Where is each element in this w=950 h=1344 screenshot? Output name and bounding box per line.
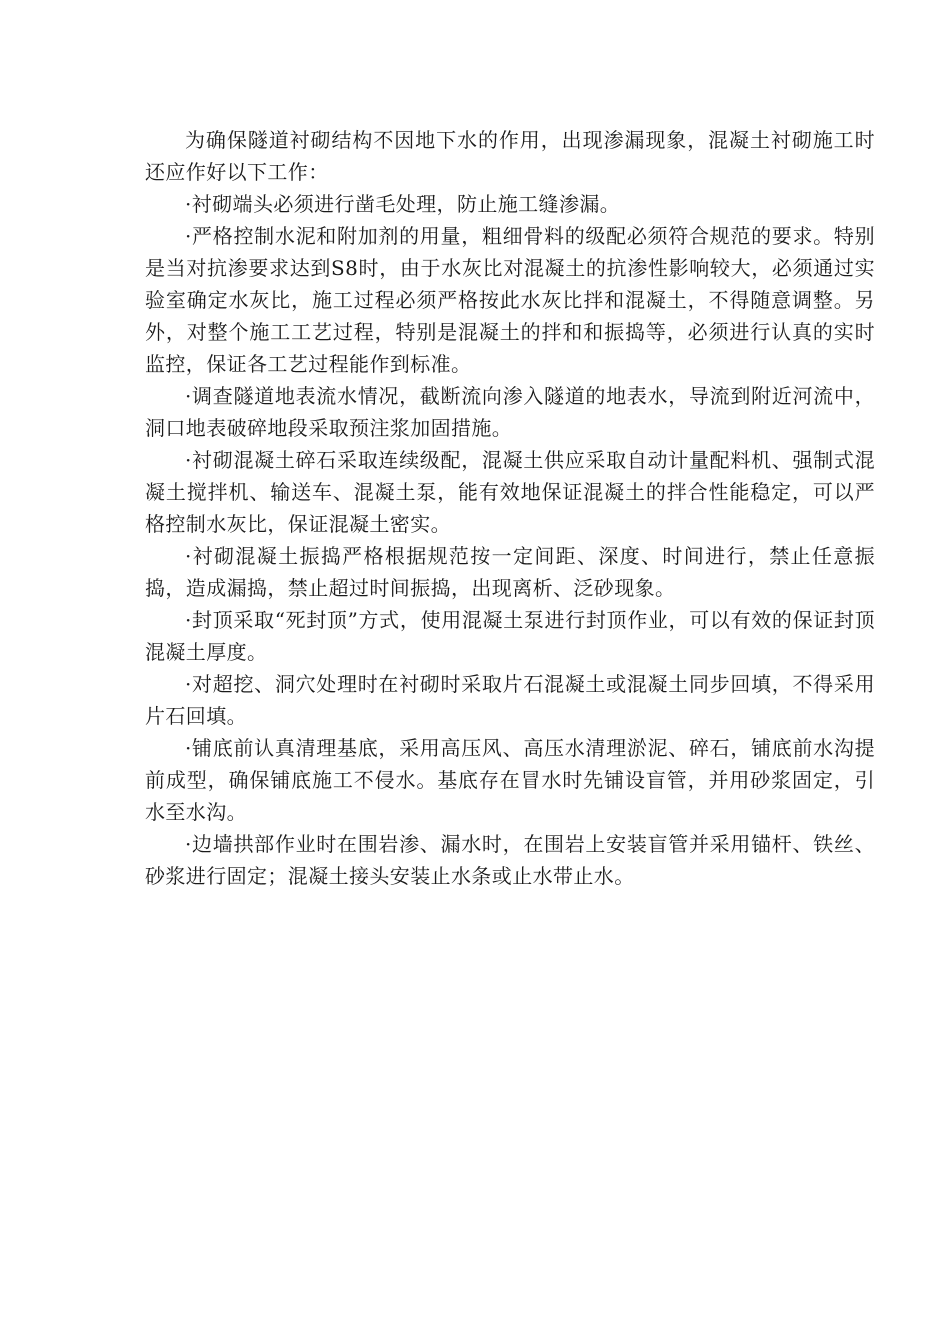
list-item-mix-control: ·严格控制水泥和附加剂的用量，粗细骨料的级配必须符合规范的要求。特别是当对抗渗要求达到S8时，由于水灰比对混凝土的抗渗性影响较大，必须通过实验室确定水灰比，施工过程必须严格按此水灰比拌和混凝土，不得随意调整。另外，对整个施工工艺过程，特别是混凝土的拌和和振捣等，必须进行认真的实时监控，保证各工艺过程能作到标准。	[145, 224, 875, 376]
intro-paragraph: 为确保隧道衬砌结构不因地下水的作用，出现渗漏现象，混凝土衬砌施工时 还应作好以下工作：	[145, 128, 875, 184]
list-item-surface-water: ·调查隧道地表流水情况，截断流向渗入隧道的地表水，导流到附近河流中，洞口地表破碎地段采取预注浆加固措施。	[145, 384, 875, 440]
list-item-aggregate-grading: ·衬砌混凝土碎石采取连续级配，混凝土供应采取自动计量配料机、强制式混凝土搅拌机、输送车、混凝土泵，能有效地保证混凝土的拌合性能稳定，可以严格控制水灰比，保证混凝土密实。	[145, 448, 875, 536]
list-item-overbreak-backfill: ·对超挖、洞穴处理时在衬砌时采取片石混凝土或混凝土同步回填，不得采用片石回填。	[145, 672, 875, 728]
document-body	[145, 124, 875, 892]
list-item-chiseling: ·衬砌端头必须进行凿毛处理，防止施工缝渗漏。	[185, 192, 621, 216]
list-item-waterproof-joints: ·边墙拱部作业时在围岩渗、漏水时，在围岩上安装盲管并采用锚杆、铁丝、砂浆进行固定；混凝土接头安装止水条或止水带止水。	[145, 832, 875, 888]
list-item-invert-cleaning: ·铺底前认真清理基底，采用高压风、高压水清理淤泥、碎石，铺底前水沟提前成型，确保铺底施工不侵水。基底存在冒水时先铺设盲管，并用砂浆固定，引水至水沟。	[145, 736, 875, 824]
list-item-vibration: ·衬砌混凝土振捣严格根据规范按一定间距、深度、时间进行，禁止任意振捣，造成漏捣，禁止超过时间振捣，出现离析、泛砂现象。	[145, 544, 875, 600]
list-item-crown-sealing: ·封顶采取“死封顶”方式，使用混凝土泵进行封顶作业，可以有效的保证封顶混凝土厚度。	[145, 608, 875, 664]
